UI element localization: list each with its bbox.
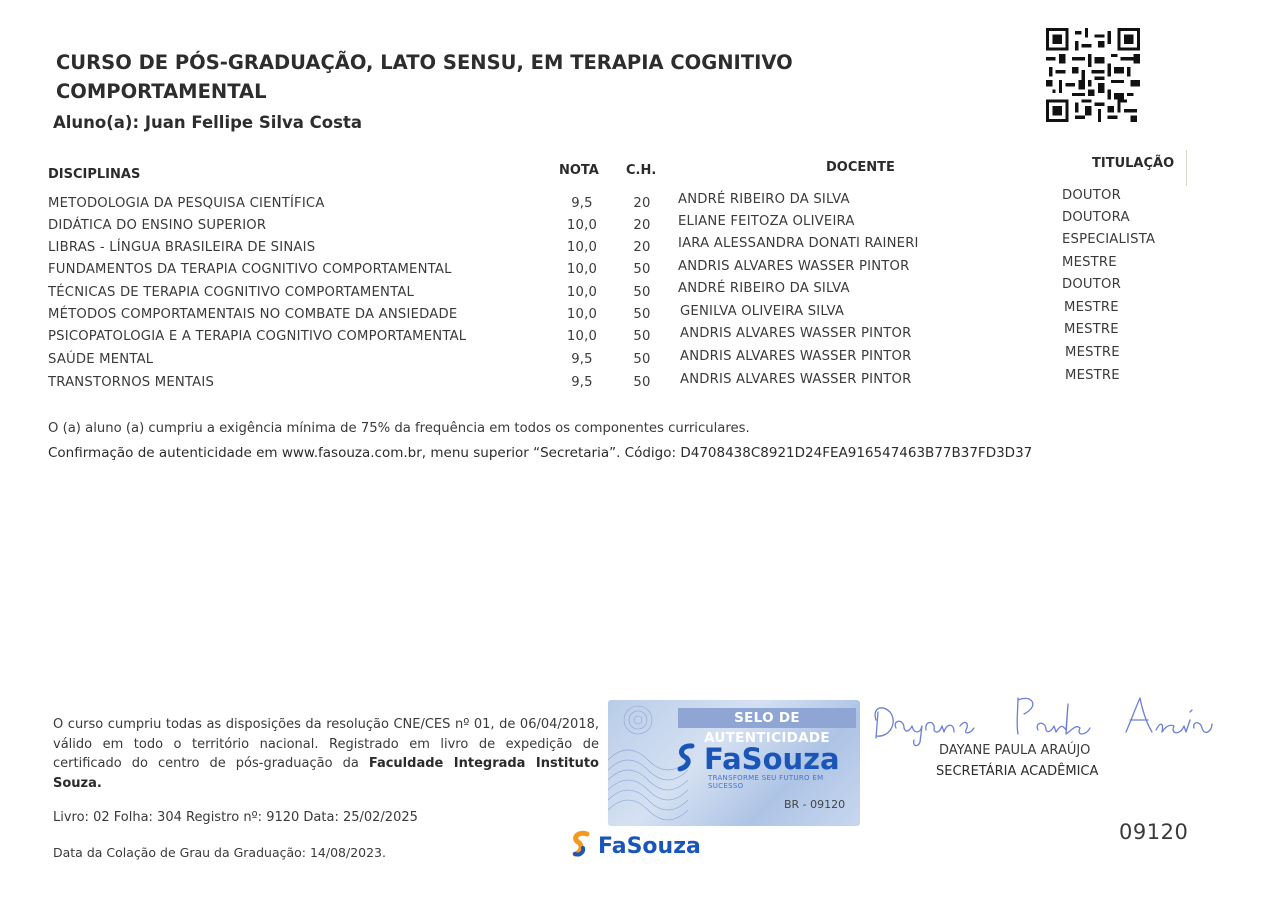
ch-cell: 50: [633, 307, 651, 322]
registration-line: Livro: 02 Folha: 304 Registro nº: 9120 Data: 25/02/2025: [53, 810, 418, 825]
docente-cell: ELIANE FEITOZA OLIVEIRA: [678, 214, 855, 229]
student-label: Aluno(a):: [53, 113, 140, 132]
disciplina-cell: SAÚDE MENTAL: [48, 352, 154, 367]
seal-brand: [674, 742, 840, 776]
ch-cell: 20: [633, 218, 651, 233]
disciplina-cell: MÉTODOS COMPORTAMENTAIS NO COMBATE DA ANSIEDADE: [48, 307, 458, 322]
ch-cell: 20: [633, 240, 651, 255]
nota-cell: 10,0: [566, 285, 598, 300]
authenticity-seal: [608, 700, 860, 826]
fasouza-logo-icon: [674, 743, 700, 773]
docente-cell: ANDRIS ALVARES WASSER PINTOR: [680, 349, 912, 364]
footer-logo: [568, 830, 701, 859]
docente-cell: ANDRIS ALVARES WASSER PINTOR: [680, 372, 912, 387]
nota-cell: 10,0: [566, 262, 598, 277]
titulacao-cell: DOUTORA: [1062, 210, 1130, 225]
handwritten-signature: [868, 690, 1218, 750]
titulacao-cell: MESTRE: [1062, 255, 1117, 270]
disciplina-cell: TRANSTORNOS MENTAIS: [48, 375, 215, 390]
ch-cell: 50: [633, 329, 651, 344]
titulacao-cell: DOUTOR: [1062, 188, 1121, 203]
legal-paragraph: [53, 715, 599, 793]
disciplina-cell: FUNDAMENTOS DA TERAPIA COGNITIVO COMPORTAMENTAL: [48, 262, 452, 277]
titulacao-cell: MESTRE: [1064, 322, 1119, 337]
student-name: Juan Fellipe Silva Costa: [144, 113, 362, 132]
col-header-titulacao: TITULAÇÃO: [1092, 156, 1175, 171]
legal-text: O curso cumpriu todas as disposições da resolução CNE/CES nº 01, de 06/04/2018, válido em todo o território nacional. Registrado em livro de expedição de certificado do centro de pós-graduação da: [53, 717, 599, 771]
frequency-note: O (a) aluno (a) cumpriu a exigência mínima de 75% da frequência em todos os componentes curriculares.: [48, 421, 750, 436]
seal-tagline: TRANSFORME SEU FUTURO EM SUCESSO: [708, 774, 824, 790]
seal-heading: SELO DE AUTENTICIDADE: [678, 708, 856, 728]
disciplina-cell: METODOLOGIA DA PESQUISA CIENTÍFICA: [48, 196, 325, 211]
disciplina-cell: PSICOPATOLOGIA E A TERAPIA COGNITIVO COMPORTAMENTAL: [48, 329, 467, 344]
qr-code-icon: [1046, 28, 1140, 122]
docente-cell: ANDRÉ RIBEIRO DA SILVA: [678, 192, 850, 207]
ch-cell: 50: [633, 262, 651, 277]
docente-cell: IARA ALESSANDRA DONATI RAINERI: [678, 236, 919, 251]
student-line: [53, 113, 362, 132]
titulacao-cell: MESTRE: [1065, 345, 1120, 360]
seal-code: BR - 09120: [784, 798, 846, 811]
titulacao-cell: DOUTOR: [1062, 277, 1121, 292]
seal-brand-text: FaSouza: [704, 742, 840, 776]
footer-logo-text: FaSouza: [598, 834, 701, 859]
docente-cell: ANDRIS ALVARES WASSER PINTOR: [678, 259, 910, 274]
signatory-name: DAYANE PAULA ARAÚJO: [939, 743, 1091, 758]
docente-cell: GENILVA OLIVEIRA SILVA: [680, 304, 845, 319]
docente-cell: ANDRIS ALVARES WASSER PINTOR: [680, 326, 912, 341]
col-header-ch: C.H.: [626, 163, 657, 178]
titulacao-cell: ESPECIALISTA: [1062, 232, 1156, 247]
signatory-role: SECRETÁRIA ACADÊMICA: [936, 764, 1099, 779]
course-title: CURSO DE PÓS-GRADUAÇÃO, LATO SENSU, EM TERAPIA COGNITIVO COMPORTAMENTAL: [56, 51, 793, 103]
col-header-docente: DOCENTE: [826, 160, 895, 175]
certificate-number: 09120: [1119, 820, 1189, 844]
disciplina-cell: DIDÁTICA DO ENSINO SUPERIOR: [48, 218, 267, 233]
nota-cell: 9,5: [571, 196, 593, 211]
col-header-nota: NOTA: [559, 163, 599, 178]
graduation-date-line: Data da Colação de Grau da Graduação: 14/08/2023.: [53, 845, 386, 860]
disciplina-cell: LIBRAS - LÍNGUA BRASILEIRA DE SINAIS: [48, 240, 316, 255]
authenticity-note: Confirmação de autenticidade em www.fasouza.com.br, menu superior “Secretaria”. Código: D4708438C8921D24FEA916547463B77B37FD3D37: [48, 445, 1033, 461]
ch-cell: 50: [633, 375, 651, 390]
disciplina-cell: TÉCNICAS DE TERAPIA COGNITIVO COMPORTAMENTAL: [48, 285, 415, 300]
fasouza-logo-icon: [568, 830, 594, 858]
ch-cell: 20: [633, 196, 651, 211]
ch-cell: 50: [633, 285, 651, 300]
institution-name: Faculdade Integrada Instituto Souza.: [53, 756, 599, 791]
nota-cell: 10,0: [566, 329, 598, 344]
table-row: [0, 368, 1280, 397]
nota-cell: 9,5: [571, 352, 593, 367]
edge-line: [1186, 150, 1187, 186]
nota-cell: 10,0: [566, 218, 598, 233]
titulacao-cell: MESTRE: [1064, 300, 1119, 315]
ch-cell: 50: [633, 352, 651, 367]
titulacao-cell: MESTRE: [1065, 368, 1120, 383]
nota-cell: 10,0: [566, 240, 598, 255]
nota-cell: 10,0: [566, 307, 598, 322]
nota-cell: 9,5: [571, 375, 593, 390]
docente-cell: ANDRÉ RIBEIRO DA SILVA: [678, 281, 850, 296]
col-header-disciplinas: DISCIPLINAS: [48, 167, 141, 182]
